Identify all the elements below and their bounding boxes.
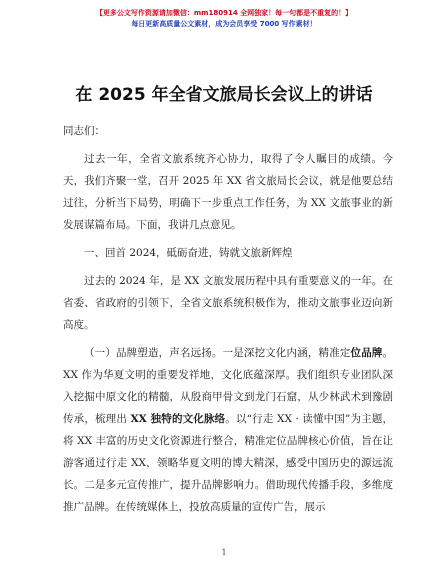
- paragraph-2: 过去的 2024 年，是 XX 文旅发展历程中具有重要意义的一年。在省委、省政府的引领下，全省文旅系统积极作为，推动文旅事业迈向新高度。: [63, 275, 393, 331]
- greeting: 同志们：: [63, 125, 105, 137]
- p3-part-c: 。XX 作为华夏文明的重要发祥地，文化底蕴深厚。我们组织专业团队深入挖掘中原文化的精髓，从殷商甲骨文到龙门石窟，从少林武术到豫剧传承，梳理出: [63, 347, 394, 425]
- p3-part-e: 。以“行走 XX · 读懂中国”为主题，将 XX 丰富的历史文化资源进行整合，精准定位品牌核心价值，旨在让游客通过行走 XX，领略华夏文明的博大精深，感受中国历史的源远流长。二是多元宣传推广，提升品牌影响力。借助现代传播手段，多维度推广品牌。在传统媒体上，投放高质量的宣传广告，展示: [63, 413, 393, 513]
- p3-part-a: （一）品牌塑造，声名远扬。一是深挖文化内涵，精准定: [84, 347, 351, 359]
- promo-line-1: 【更多公文写作资源请加微信：mm180914 全网独家！每一句都是不重复的！】: [95, 9, 353, 17]
- document-body: [63, 120, 393, 518]
- paragraph-1: 过去一年，全省文旅系统齐心协力，取得了令人瞩目的成绩。今天，我们齐聚一堂，召开 2025 年 XX 省文旅局长会议，就是他要总结过往，分析当下局势，明确下一步重点工作任务，为 XX 文旅事业的新发展谋篇布局。下面，我讲几点意见。: [63, 153, 393, 231]
- p3-bold-context: XX 独特的文化脉络: [130, 413, 226, 425]
- paragraph-3: [63, 342, 393, 518]
- promo-line-2: 每日更新高质量公文素材，成为会员享受 7000 写作素材！: [131, 20, 317, 28]
- promo-header: [0, 8, 448, 30]
- section-heading-1: 一、回首 2024，砥砺奋进，铸就文旅新辉煌: [84, 247, 293, 259]
- page-number: 1: [221, 548, 227, 557]
- p3-bold-brand: 位品牌: [350, 347, 383, 359]
- document-title: 在 2025 年全省文旅局长会议上的讲话: [75, 85, 373, 105]
